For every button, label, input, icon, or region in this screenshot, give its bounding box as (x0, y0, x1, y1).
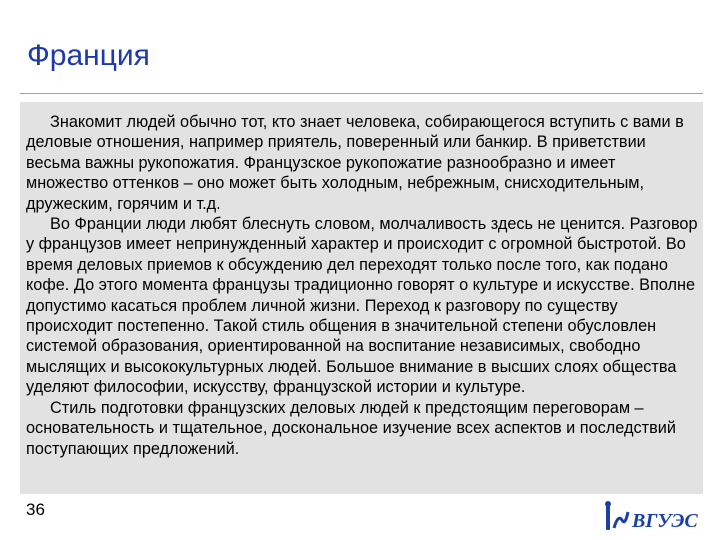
body-text (26, 112, 698, 459)
title-divider (20, 93, 703, 94)
paragraph-conversation: Во Франции люди любят блеснуть словом, молчаливость здесь не ценится. Разговор у французов имеет непринужденный характер и происходит с огромной быстротой. Во время деловых приемов к обсуждению дел переходят только после того, как подано кофе. До этого момента французы традиционно говорят о культуре и искусстве. Вполне допустимо касаться проблем личной жизни. Переход к разговору по существу происходит постепенно. Такой стиль общения в значительной степени обусловлен системой образования, ориентированной на воспитание независимых, свободно мыслящих и высококультурных людей. Большое внимание в высших слоях общества уделяют философии, искусству, французской истории и культуре. (26, 215, 698, 397)
page-number: 36 (26, 500, 45, 519)
paragraph-introductions: Знакомит людей обычно тот, кто знает человека, собирающегося вступить с вами в деловые отношения, например приятель, поверенный или банкир. В приветствии весьма важны рукопожатия. Французское рукопожатие разнообразно и имеет множество оттенков – оно может быть холодным, небрежным, снисходительным, дружеским, горячим и т.д. (26, 113, 684, 213)
paragraph-negotiation-prep: Стиль подготовки французских деловых людей к предстоящим переговорам – основательность и тщательное, доскональное изучение всех аспектов и последствий поступающих предложений. (26, 398, 676, 458)
logo-emblem-icon (605, 501, 628, 530)
vgues-logo (604, 498, 700, 536)
logo-wordmark: ВГУЭС (632, 510, 698, 532)
slide-title: Франция (27, 39, 150, 72)
